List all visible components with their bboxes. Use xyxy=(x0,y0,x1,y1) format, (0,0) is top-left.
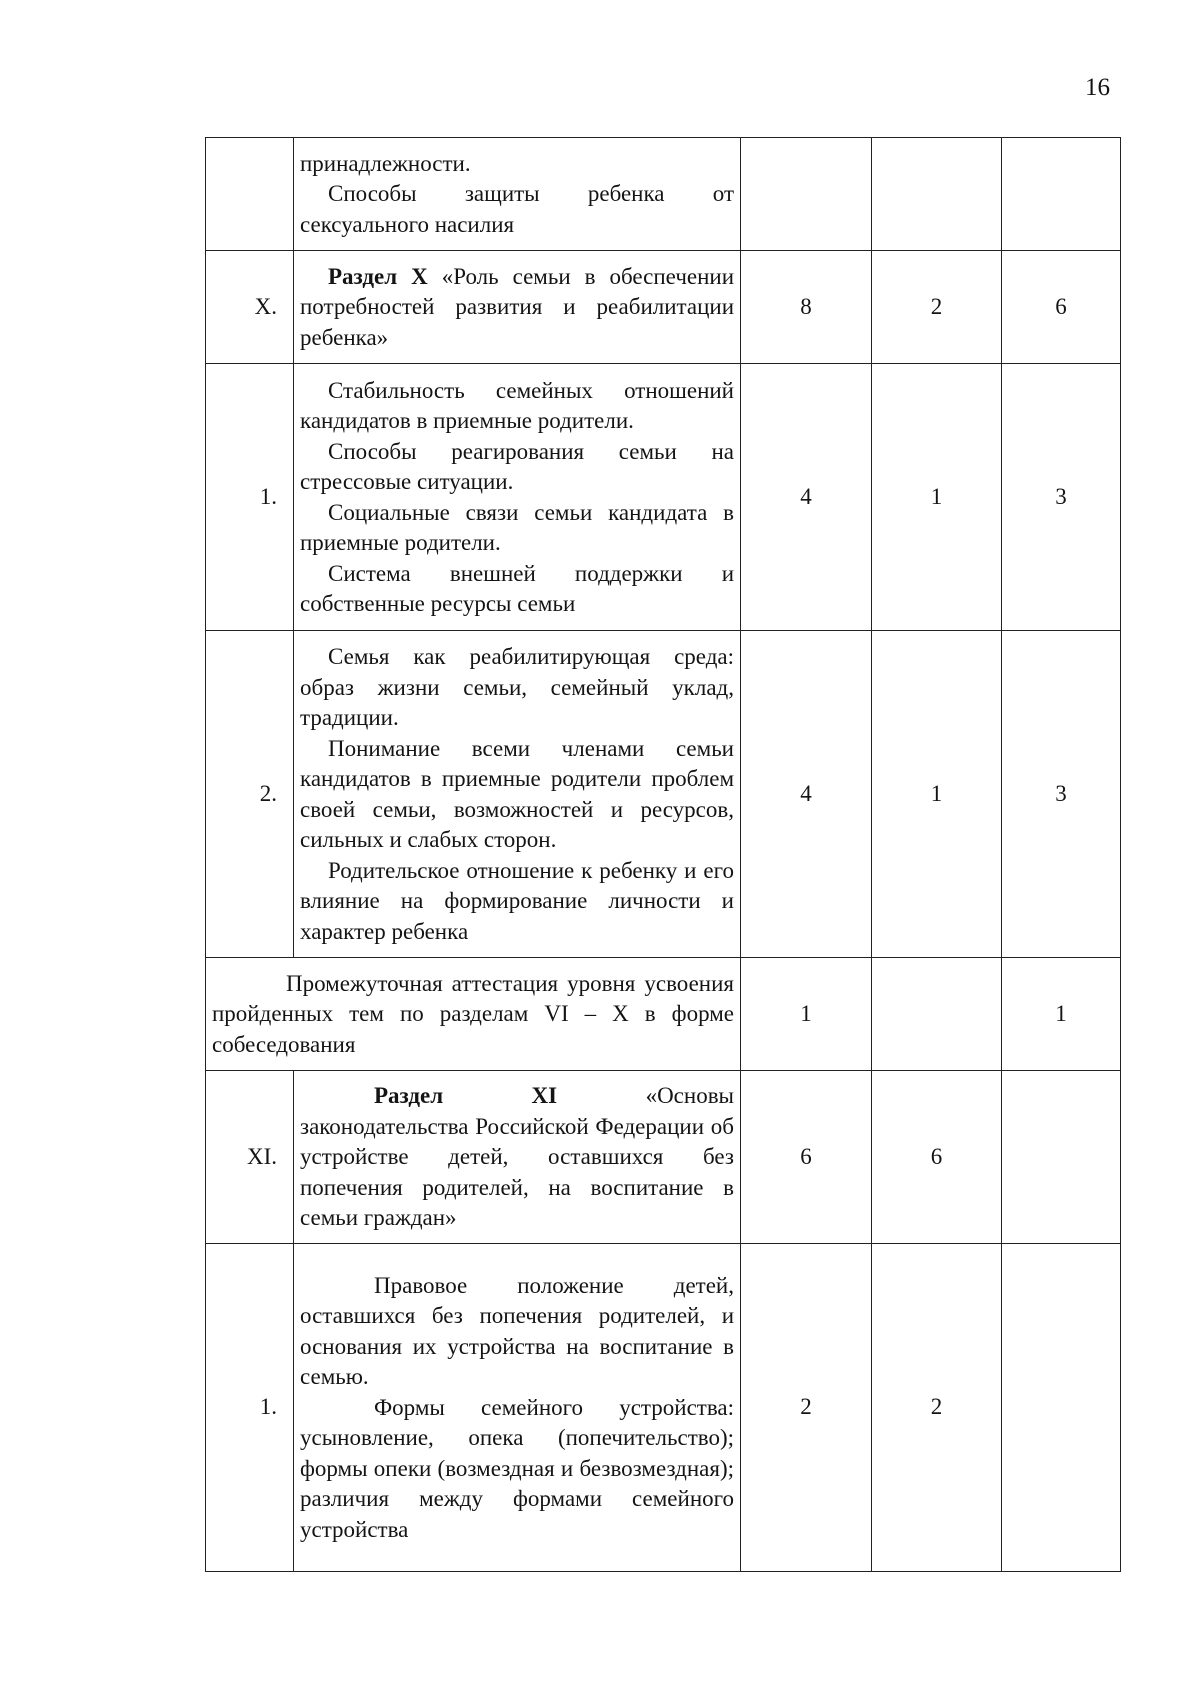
topic-paragraph: Формы семейного устройства: усыновление, опека (попечительство); формы опеки (возмездная и безвозмездная); различия между формами семейного устройства xyxy=(300,1394,734,1542)
hours-practice xyxy=(1002,1071,1121,1244)
topic-paragraph: Способы реагирования семьи на стрессовые ситуации. xyxy=(300,438,734,494)
hours-practice: 6 xyxy=(1002,251,1121,364)
attestation-text: Промежуточная аттестация уровня усвоения пройденных тем по разделам VI – X в форме собеседования xyxy=(212,970,734,1057)
topic-paragraph: Система внешней поддержки и собственные ресурсы семьи xyxy=(300,560,734,616)
hours-practice: 3 xyxy=(1002,364,1121,631)
table-row xyxy=(206,1244,1121,1572)
hours-total: 6 xyxy=(741,1071,872,1244)
table-row xyxy=(206,631,1121,958)
row-number: 1. xyxy=(206,364,294,631)
topic-cell xyxy=(294,138,741,251)
topic-cell xyxy=(294,364,741,631)
table-row xyxy=(206,138,1121,251)
hours-practice xyxy=(1002,1244,1121,1572)
hours-theory: 6 xyxy=(872,1071,1002,1244)
hours-total: 2 xyxy=(741,1244,872,1572)
row-number: XI. xyxy=(206,1071,294,1244)
topic-paragraph: принадлежности. xyxy=(300,150,471,176)
section-title: «Роль семьи в обеспечении потребностей развития и реабилитации ребенка» xyxy=(300,263,735,350)
hours-total: 1 xyxy=(741,958,872,1071)
section-title-cell xyxy=(294,251,741,364)
topic-paragraph: Родительское отношение к ребенку и его влияние на формирование личности и характер ребенка xyxy=(300,857,734,944)
topic-paragraph: Понимание всеми членами семьи кандидатов в приемные родители проблем своей семьи, возможностей и ресурсов, сильных и слабых сторон. xyxy=(300,735,734,852)
hours-theory: 1 xyxy=(872,631,1002,958)
topic-paragraph: Семья как реабилитирующая среда: образ жизни семьи, семейный уклад, традиции. xyxy=(300,644,734,730)
section-title-cell xyxy=(294,1071,741,1244)
topic-paragraph: Способы защиты ребенка от сексуального насилия xyxy=(300,181,734,237)
topic-paragraph: Стабильность семейных отношений кандидатов в приемные родители. xyxy=(300,377,734,433)
hours-theory xyxy=(872,958,1002,1071)
topic-paragraph: Социальные связи семьи кандидата в приемные родители. xyxy=(300,499,734,555)
hours-theory: 2 xyxy=(872,251,1002,364)
hours-total: 4 xyxy=(741,364,872,631)
attestation-cell xyxy=(206,958,741,1071)
topic-paragraph: Правовое положение детей, оставшихся без попечения родителей, и основания их устройства на воспитание в семью. xyxy=(300,1272,734,1390)
section-title: «Основы законодательства Российской Федерации об устройстве детей, оставшихся без попечения родителей, на воспитание в семьи граждан» xyxy=(300,1083,735,1231)
hours-practice: 1 xyxy=(1002,958,1121,1071)
page-number: 16 xyxy=(1085,74,1110,101)
hours-theory: 1 xyxy=(872,364,1002,631)
hours-theory xyxy=(872,138,1002,251)
table-row xyxy=(206,1071,1121,1244)
row-number: 1. xyxy=(206,1244,294,1572)
curriculum-table xyxy=(205,137,1121,1572)
section-label: Раздел XI xyxy=(374,1083,558,1109)
topic-cell xyxy=(294,1244,741,1572)
table-row xyxy=(206,251,1121,364)
table-row xyxy=(206,958,1121,1071)
row-number: X. xyxy=(206,251,294,364)
section-label: Раздел X xyxy=(328,263,428,289)
hours-theory: 2 xyxy=(872,1244,1002,1572)
hours-total: 8 xyxy=(741,251,872,364)
row-number: 2. xyxy=(206,631,294,958)
table-row xyxy=(206,364,1121,631)
row-number xyxy=(206,138,294,251)
hours-practice xyxy=(1002,138,1121,251)
topic-cell xyxy=(294,631,741,958)
hours-practice: 3 xyxy=(1002,631,1121,958)
hours-total: 4 xyxy=(741,631,872,958)
hours-total xyxy=(741,138,872,251)
